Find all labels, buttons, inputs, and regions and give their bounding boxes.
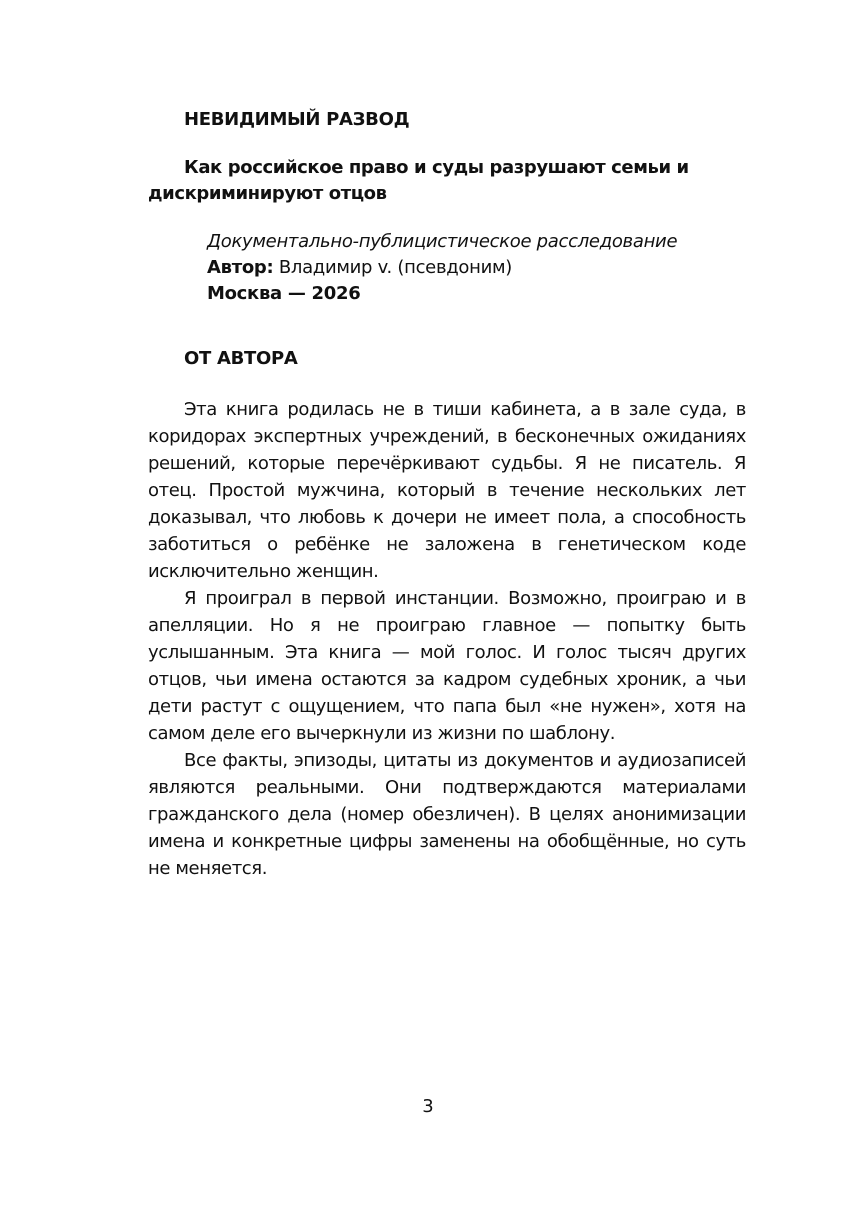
paragraph: Все факты, эпизоды, цитаты из документов и аудиозаписей являются реальными. Они подтверждаются материалами гражданского дела (номер обезличен). В целях анонимизации имена и конкретные цифры заменены на обобщённые, но суть не меняется. xyxy=(148,750,746,879)
book-meta xyxy=(207,229,677,307)
book-title: НЕВИДИМЫЙ РАЗВОД xyxy=(184,109,410,130)
paragraph: Эта книга родилась не в тиши кабинета, а в зале суда, в коридорах экспертных учреждений, в бесконечных ожиданиях решений, которые перечёркивают судьбы. Я не писатель. Я отец. Простой мужчина, который в течение нескольких лет доказывал, что любовь к дочери не имеет пола, а способность заботиться о ребёнке не заложена в генетическом коде исключительно женщин. xyxy=(148,399,746,582)
author-label: Автор: xyxy=(207,257,274,278)
book-author xyxy=(207,255,677,281)
section-heading: ОТ АВТОРА xyxy=(184,348,298,369)
book-subtitle xyxy=(148,155,746,207)
section-body xyxy=(148,396,746,882)
book-subtitle-text: Как российское право и суды разрушают семьи и дискриминируют отцов xyxy=(148,157,689,204)
paragraph: Я проиграл в первой инстанции. Возможно, проиграю и в апелляции. Но я не проиграю главное — попытку быть услышанным. Эта книга — мой голос. И голос тысяч других отцов, чьи имена остаются за кадром судебных хроник, а чьи дети растут с ощущением, что папа был «не нужен», хотя на самом деле его вычеркнули из жизни по шаблону. xyxy=(148,588,746,744)
page-number: 3 xyxy=(422,1096,434,1117)
author-value: Владимир v. (псевдоним) xyxy=(278,257,512,278)
book-genre: Документально-публицистическое расследование xyxy=(207,231,678,252)
place-year: Москва — 2026 xyxy=(207,283,361,304)
